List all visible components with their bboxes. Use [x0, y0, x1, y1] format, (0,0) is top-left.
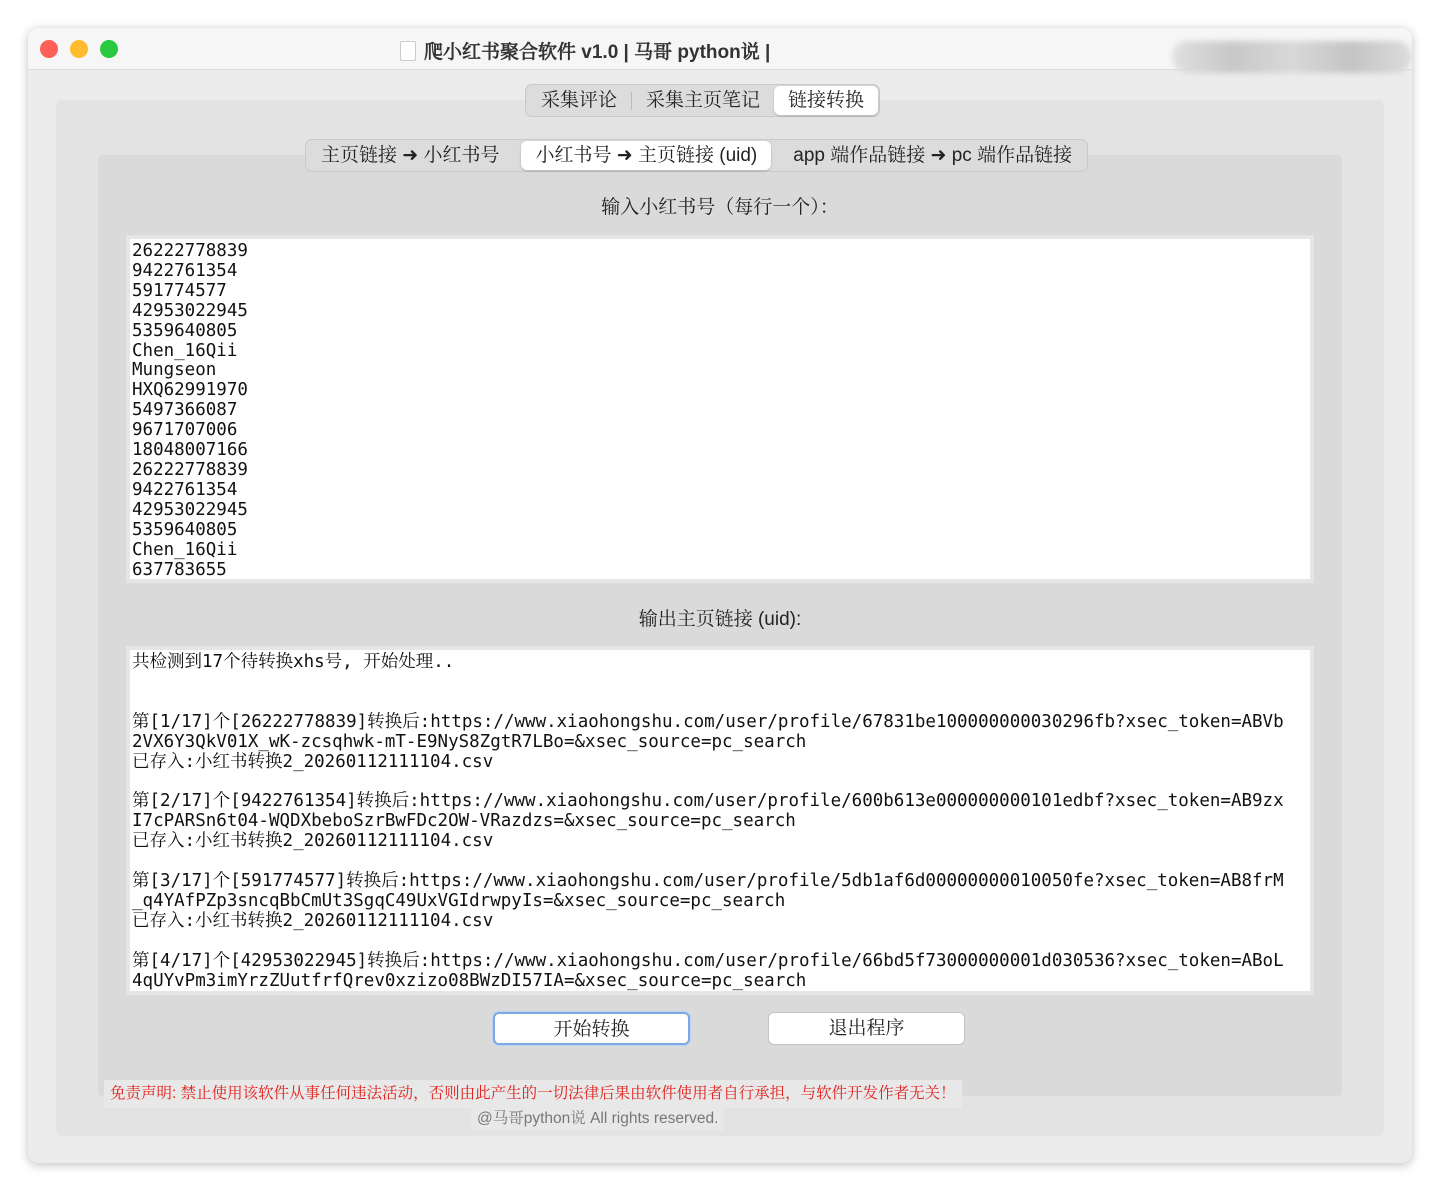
tab-link-convert[interactable]: 链接转换 — [774, 86, 878, 115]
input-label: 输入小红书号（每行一个）： — [601, 197, 839, 218]
title-bar — [28, 28, 1412, 70]
document-icon — [400, 41, 416, 61]
output-textarea[interactable]: 共检测到17个待转换xhs号, 开始处理.. 第[1/17]个[26222778839]转换后:https://www.xiaohongshu.com/user/profile/67831be100000000030296fb?xsec_token=ABVb 2VX6Y3QkV01X_wK-zcsqhwk-mT-E9NyS8ZgtR7LBo=&xsec_source=pc_search 已存入:小红书转换2_20260112111104.csv 第[2/17]个[9422761354]转换后:https://www.xiaohongshu.com/user/profile/600b613e000000000101edbf?xsec_token=AB9zx I7cPARSn6t04-WQDXbeboSzrBwFDc2OW-VRazdzs=&xsec_source=pc_search 已存入:小红书转换2_20260112111104.csv 第[3/17]个[591774577]转换后:https://www.xiaohongshu.com/user/profile/5db1af6d00000000010050fe?xsec_token=AB8frM _q4YAfPZp3sncqBbCmUt3SgqC49UxVGIdrwpyIs=&xsec_source=pc_search 已存入:小红书转换2_20260112111104.csv 第[4/17]个[42953022945]转换后:https://www.xiaohongshu.com/user/profile/66bd5f73000000001d030536?xsec_token=ABoL 4qUYvPm3imYrzZUutfrfQrev0xzizo08BWzDI57IA=&xsec_source=pc_search — [126, 646, 1314, 995]
zoom-button[interactable] — [100, 40, 118, 58]
tab-collect-notes[interactable]: 采集主页笔记 — [646, 90, 761, 111]
tab-id-to-profile[interactable]: 小红书号 ➜ 主页链接 (uid) — [521, 141, 771, 170]
tab-app-to-pc[interactable]: app 端作品链接 ➜ pc 端作品链接 — [793, 145, 1073, 166]
close-button[interactable] — [40, 40, 58, 58]
main-tabs — [525, 84, 880, 117]
id-input-textarea[interactable]: 26222778839 9422761354 591774577 42953022945 5359640805 Chen_16Qii Mungseon HXQ62991970 5497366087 9671707006 18048007166 26222778839 9422761354 42953022945 5359640805 Chen_16Qii 637783655 — [126, 235, 1314, 583]
output-label: 输出主页链接 (uid): — [638, 609, 802, 630]
sub-tabs — [305, 139, 1088, 172]
exit-button[interactable]: 退出程序 — [768, 1012, 965, 1045]
redacted-region — [1172, 41, 1412, 73]
window-title — [400, 37, 770, 64]
app-window — [28, 28, 1412, 1163]
start-convert-button[interactable]: 开始转换 — [493, 1012, 690, 1045]
window-title-text: 爬小红书聚合软件 v1.0 | 马哥 python说 | — [424, 42, 771, 63]
disclaimer-text: 免责声明: 禁止使用该软件从事任何违法活动，否则由此产生的一切法律后果由软件使用者自行承担，与软件开发作者无关！ — [104, 1080, 962, 1108]
minimize-button[interactable] — [70, 40, 88, 58]
tab-profile-to-id[interactable]: 主页链接 ➜ 小红书号 — [321, 145, 500, 166]
copyright-text: @马哥python说 All rights reserved. — [471, 1108, 724, 1130]
tab-collect-comments[interactable]: 采集评论 — [541, 90, 618, 111]
